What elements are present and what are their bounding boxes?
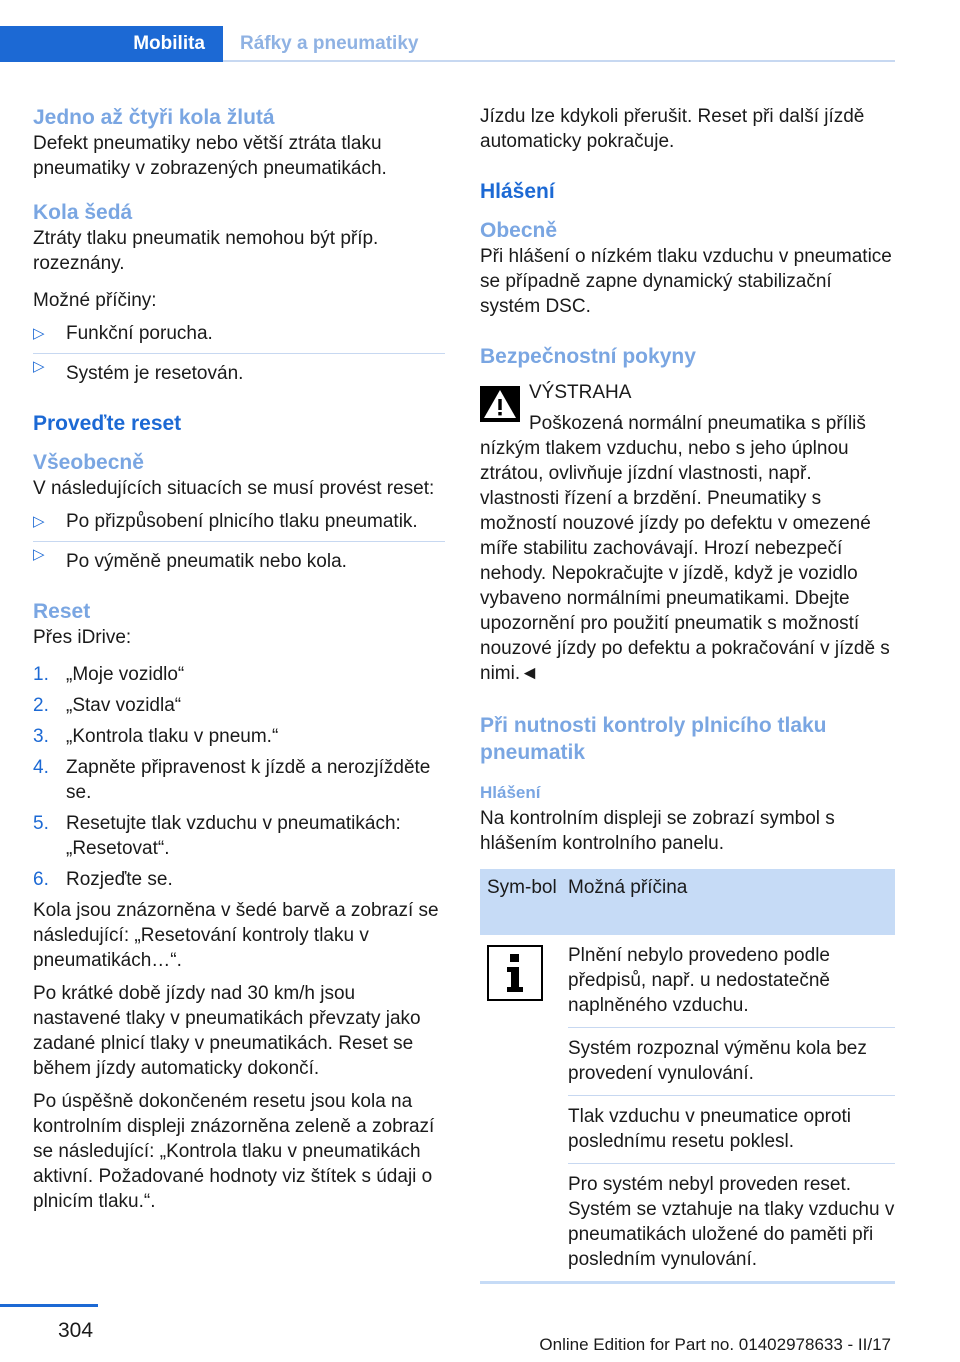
warning-text: Poškozená normální pneumatika s příliš nízkým tlakem vzduchu, nebo s jeho úplnou ztrátou, ovlivňuje jízdní vlastnosti, např. vlastnosti řízení a brzdění. Pneumatiky s možností nouzové jízdy po defektu v omezené míře stabilitu zachovávají. Hrozí nebezpečí nehody. Nepokračujte v jízdě, když je vozidlo vybaveno normálními pneumatikami. Dbejte upozornění pro použití pneumatik s možností nouzové jízdy po defektu a pokračování v jízdě s nimi.◄ [480, 413, 890, 684]
table-bottom-rule [480, 1281, 895, 1284]
edition-info: Online Edition for Part no. 01402978633 - II/17 [539, 1335, 891, 1354]
table-row: Plnění nebylo provedeno podle předpisů, např. u nedostatečně naplněného vzduchu. [568, 935, 895, 1028]
list-item: ▷ Po výměně pneumatik nebo kola. [33, 542, 445, 574]
list-item: 5. Resetujte tlak vzduchu v pneumatikách: „Resetovat“. [33, 813, 401, 859]
situations-list [33, 509, 445, 574]
heading-reset: Reset [33, 600, 91, 623]
triangle-bullet-icon: ▷ [33, 546, 45, 563]
warning-block [480, 380, 895, 686]
triangle-bullet-icon: ▷ [33, 513, 45, 530]
heading-yellow-wheels: Jedno až čtyři kola žlutá [33, 106, 275, 129]
list-item: 4. Zapněte připravenost k jízdě a nerozjížděte se. [33, 757, 431, 803]
grey-wheels-text: Ztráty tlaku pneumatik nemohou být příp. rozeznány. [33, 228, 379, 274]
triangle-bullet-icon: ▷ [33, 325, 45, 342]
list-item: 2. „Stav vozidla“ [33, 695, 182, 716]
causes-list [33, 321, 445, 386]
heading-grey-wheels: Kola šedá [33, 201, 133, 224]
table-row: Systém rozpoznal výměnu kola bez provedení vynulování. [568, 1028, 895, 1096]
heading-general: Všeobecně [33, 451, 144, 474]
list-item: 3. „Kontrola tlaku v pneum.“ [33, 726, 279, 747]
list-item: 6. Rozjeďte se. [33, 869, 173, 890]
left-column [33, 104, 445, 1214]
heading-safety: Bezpečnostní pokyny [480, 345, 696, 368]
general-text: V následujících situacích se musí provést reset: [33, 478, 435, 499]
table-header [480, 869, 895, 935]
heading-general: Obecně [480, 219, 558, 242]
info-icon [487, 945, 543, 1001]
header-rule [223, 60, 895, 62]
column-header-cause: Možná příčina [568, 877, 688, 898]
paragraph-speed: Po krátké době jízdy nad 30 km/h jsou nastavené tlaky v pneumatikách převzaty jako zadané plnicí tlaky v pneumatikách. Reset se během jízdy automaticky dokončí. [33, 983, 421, 1079]
right-column [480, 104, 895, 1284]
warning-triangle-icon [480, 386, 520, 422]
cause-table [480, 869, 895, 1284]
interrupt-text: Jízdu lze kdykoli přerušit. Reset při další jízdě automaticky pokračuje. [480, 106, 865, 152]
heading-messages: Hlášení [480, 180, 555, 203]
heading-pressure-check: Při nutnosti kontroly plnicího tlaku pneumatik [480, 714, 827, 764]
tab-chapter[interactable]: Ráfky a pneumatiky [240, 33, 419, 54]
column-header-symbol: Sym-bol [487, 877, 557, 898]
paragraph-grey-display: Kola jsou znázorněna v šedé barvě a zobrazí se následující: „Resetování kontroly tlaku v pneumatikách…“. [33, 900, 439, 971]
page-number: 304 [58, 1319, 94, 1342]
tab-section[interactable]: Mobilita [0, 26, 223, 62]
causes-intro: Možné příčiny: [33, 290, 157, 311]
message-text: Na kontrolním displeji se zobrazí symbol s hlášením kontrolního panelu. [480, 808, 835, 854]
list-item: ▷ Funkční porucha. [33, 323, 213, 344]
table-row: Tlak vzduchu v pneumatice oproti poslednímu resetu poklesl. [568, 1096, 895, 1164]
header-tabbar [0, 26, 895, 62]
triangle-bullet-icon: ▷ [33, 358, 45, 375]
yellow-wheels-text: Defekt pneumatiky nebo větší ztráta tlaku pneumatiky v zobrazených pneumatikách. [33, 133, 387, 179]
list-item: 1. „Moje vozidlo“ [33, 664, 185, 685]
idrive-intro: Přes iDrive: [33, 627, 132, 648]
dsc-text: Při hlášení o nízkém tlaku vzduchu v pneumatice se případně zapne dynamický stabilizační systém DSC. [480, 246, 892, 317]
table-row: Pro systém nebyl proveden reset. Systém se vztahuje na tlaky vzduchu v pneumatikách uložené do paměti při posledním vynulování. [568, 1174, 895, 1270]
reset-steps [33, 662, 445, 892]
table-body [480, 935, 895, 1281]
list-item: ▷ Systém je resetován. [33, 354, 445, 386]
heading-do-reset: Proveďte reset [33, 412, 182, 435]
list-item: ▷ Po přizpůsobení plnicího tlaku pneumatik. [33, 511, 418, 532]
heading-message: Hlášení [480, 783, 541, 802]
paragraph-success: Po úspěšně dokončeném resetu jsou kola na kontrolním displeji znázorněna zeleně a zobrazí se následující: „Kontrola tlaku v pneumatikách aktivní. Požadované hodnoty viz štítek s údaji o plnicím tlaku.“. [33, 1091, 435, 1212]
warning-label: VÝSTRAHA [529, 382, 632, 403]
footer-rule [0, 1304, 98, 1307]
